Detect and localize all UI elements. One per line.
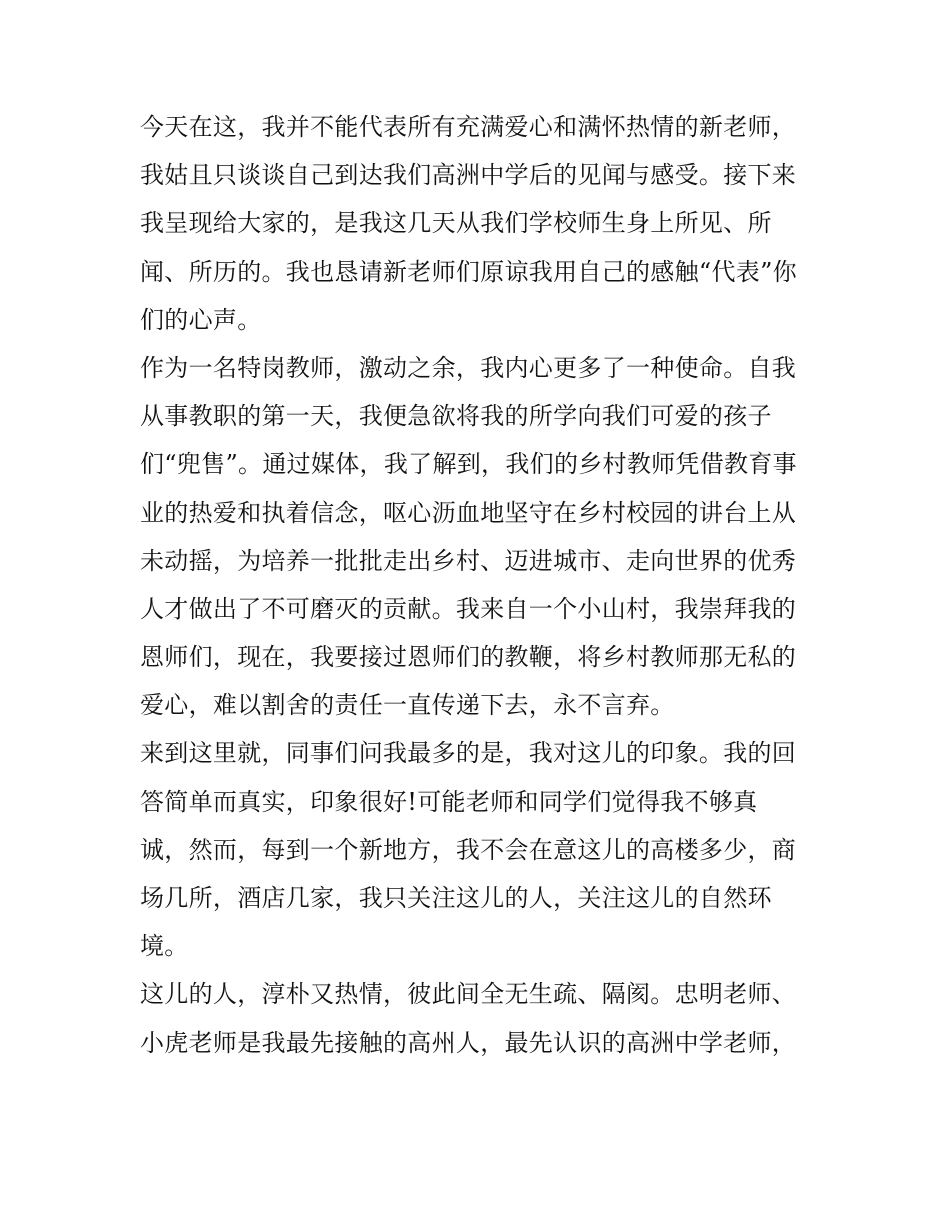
text-line: 未动摇，为培养一批批走出乡村、迈进城市、走向世界的优秀 bbox=[140, 546, 797, 575]
text-line: 小虎老师是我最先接触的高州人，最先认识的高洲中学老师， bbox=[140, 1028, 797, 1057]
text-line: 这儿的人，淳朴又热情，彼此间全无生疏、隔阂。忠明老师、 bbox=[140, 980, 797, 1009]
text-line: 作为一名特岗教师，激动之余，我内心更多了一种使命。自我 bbox=[140, 353, 797, 382]
text-line: 答简单而真实，印象很好!可能老师和同学们觉得我不够真 bbox=[140, 787, 758, 816]
text-line: 境。 bbox=[140, 932, 189, 961]
text-line: 恩师们，现在，我要接过恩师们的教鞭，将乡村教师那无私的 bbox=[140, 643, 797, 672]
text-line: 闻、所历的。我也恳请新老师们原谅我用自己的感触“代表”你 bbox=[140, 257, 797, 286]
text-line: 们的心声。 bbox=[140, 305, 262, 334]
text-line: 诚，然而，每到一个新地方，我不会在意这儿的高楼多少，商 bbox=[140, 835, 797, 864]
text-line: 爱心，难以割舍的责任一直传递下去，永不言弃。 bbox=[140, 691, 675, 720]
text-line: 来到这里就，同事们问我最多的是，我对这儿的印象。我的回 bbox=[140, 739, 797, 768]
text-line: 从事教职的第一天，我便急欲将我的所学向我们可爱的孩子 bbox=[140, 402, 772, 431]
text-line: 场几所，酒店几家，我只关注这儿的人，关注这儿的自然环 bbox=[140, 884, 772, 912]
text-line: 人才做出了不可磨灭的贡献。我来自一个小山村，我崇拜我的 bbox=[140, 594, 797, 623]
text-line: 们“兜售”。通过媒体，我了解到，我们的乡村教师凭借教育事 bbox=[140, 450, 797, 479]
text-line: 业的热爱和执着信念，呕心沥血地坚守在乡村校园的讲台上从 bbox=[140, 498, 797, 527]
text-line: 今天在这，我并不能代表所有充满爱心和满怀热情的新老师， bbox=[140, 113, 797, 141]
text-line: 我呈现给大家的，是我这几天从我们学校师生身上所见、所 bbox=[140, 209, 772, 238]
text-line: 我姑且只谈谈自己到达我们高洲中学后的见闻与感受。接下来 bbox=[140, 161, 797, 190]
body-text bbox=[140, 103, 830, 1067]
